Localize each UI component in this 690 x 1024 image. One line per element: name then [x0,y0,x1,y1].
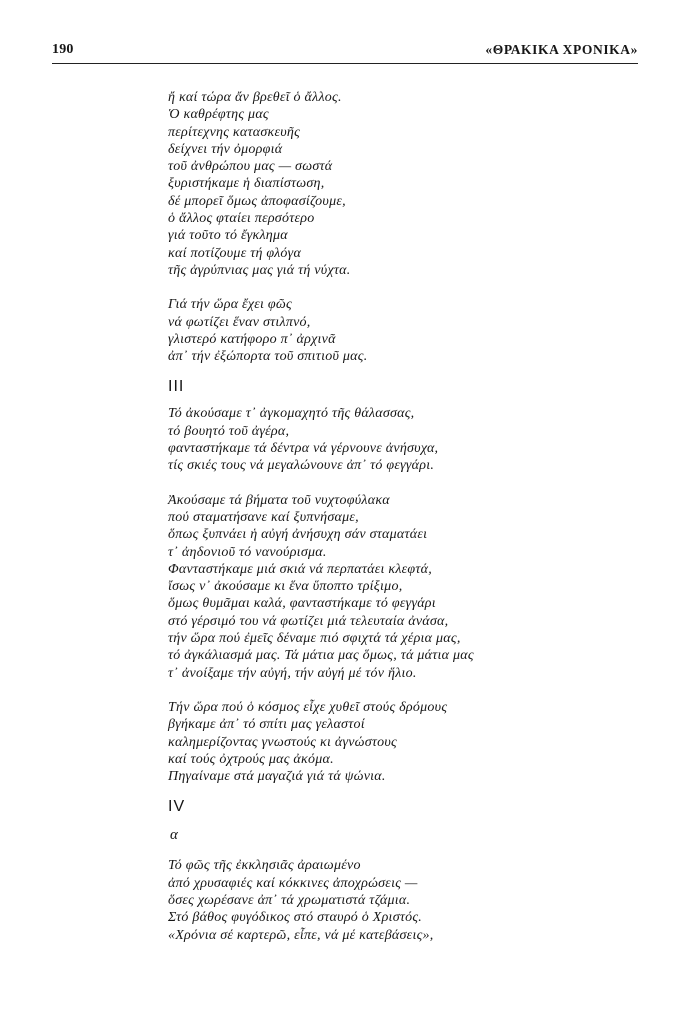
poem-line: στό γέρσιμό του νά φωτίζει μιά τελευταία ἀνάσα, [168,613,449,629]
section-number-iv: IV [168,798,186,816]
stanza-gap [168,682,628,699]
subsection-alpha: α [170,827,178,844]
poem-line: ὁ ἄλλος φταίει περσότερο [168,211,315,227]
poem-line: ξυριστήκαμε ἡ διαπίστωση, [168,176,325,192]
stanza-4 [168,492,628,682]
poem-line: «Χρόνια σέ καρτερῶ, εἶπε, νά μέ κατεβάσεις», [168,927,434,943]
running-title: «ΘΡΑΚΙΚΑ ΧΡΟΝΙΚΑ» [485,42,638,57]
stanza-gap [168,279,628,296]
poem-line: γιά τοῦτο τό ἔγκλημα [168,228,288,244]
poem-line: καί τούς ὀχτρούς μας ἀκόμα. [168,751,334,767]
stanza-5 [168,699,628,785]
poem-line: ὅπως ξυπνάει ἡ αὐγή ἀνήσυχη σάν σταματάει [168,527,428,543]
poem-line: ὅμως θυμᾶμαι καλά, φανταστήκαμε τό φεγγάρι [168,596,436,612]
poem-line: τ᾿ ἀνοίξαμε τήν αὐγή, τήν αὐγή μέ τόν ἥλιο. [168,665,417,681]
poem-line: γλιστερό κατήφορο π᾿ ἀρχινᾶ [168,331,336,347]
poem-line: ἤ καί τώρα ἄν βρεθεῖ ὁ ἄλλος. [168,90,342,105]
poem-line: τό βουητό τοῦ ἀγέρα, [168,423,290,439]
poem-line: ὅσες χωρέσανε ἀπ᾿ τά χρωματιστά τζάμια. [168,892,411,908]
poem-line: Τό ἀκούσαμε τ᾿ ἀγκομαχητό τῆς θάλασσας, [168,406,415,422]
poem-line: βγήκαμε ἀπ᾿ τό σπίτι μας γελαστοί [168,717,365,733]
poem-line: τ᾿ ἀηδονιοῦ τό νανούρισμα. [168,544,327,560]
stanza-6 [168,857,628,943]
poem-line: τῆς ἀγρύπνιας μας γιά τή νύχτα. [168,262,351,278]
poem-line: τοῦ ἀνθρώπου μας — σωστά [168,159,333,175]
section-number-iii: III [168,378,185,396]
stanza-gap [168,475,628,492]
poem-line: περίτεχνης κατασκευῆς [168,124,301,140]
poem-line: δείχνει τήν ὀμορφιά [168,141,283,157]
poem-line: Ἀκούσαμε τά βήματα τοῦ νυχτοφύλακα [168,492,390,508]
poem-line: Πηγαίναμε στά μαγαζιά γιά τά ψώνια. [168,769,386,785]
poem-line: φανταστήκαμε τά δέντρα νά γέρνουνε ἀνήσυχα, [168,441,439,457]
poem-line: Ὁ καθρέφτης μας [168,107,269,123]
poem-line: πού σταματήσανε καί ξυπνήσαμε, [168,509,359,525]
poem-line: Τήν ὥρα πού ὁ κόσμος εἶχε χυθεῖ στούς δρόμους [168,699,448,715]
poem-line: τίς σκιές τους νά μεγαλώνουνε ἀπ᾿ τό φεγγάρι. [168,458,435,474]
poem-line: καλημερίζοντας γνωστούς κι ἀγνώστους [168,734,397,750]
stanza-3 [168,405,628,474]
page-number: 190 [52,42,74,57]
poem-line: δέ μπορεῖ ὅμως ἀποφασίζουμε, [168,193,346,209]
poem-line: ἀπ᾿ τήν ἐξώπορτα τοῦ σπιτιοῦ μας. [168,349,368,365]
poem-line: Γιά τήν ὥρα ἔχει φῶς [168,297,292,313]
poem-line: τό ἀγκάλιασμά μας. Τά μάτια μας ὅμως, τά μάτια μας [168,648,474,664]
poem-line: ἀπό χρυσαφιές καί κόκκινες ἀποχρώσεις — [168,875,418,891]
poem-line: Στό βάθος φυγόδικος στό σταυρό ὁ Χριστός. [168,910,423,926]
stanza-2 [168,296,628,365]
poem-text [168,89,628,944]
poem-line: ἴσως ν᾿ ἀκούσαμε κι ἕνα ὕποπτο τρίξιμο, [168,579,403,595]
poem-line: Φανταστήκαμε μιά σκιά νά περπατάει κλεφτά, [168,561,433,577]
poem-line: Τό φῶς τῆς ἐκκλησιᾶς ἀραιωμένο [168,858,361,874]
poem-line: νά φωτίζει ἕναν στιλπνό, [168,314,311,330]
stanza-1 [168,89,628,279]
poem-line: τήν ὥρα πού ἐμεῖς δέναμε πιό σφιχτά τά χέρια μας, [168,631,461,647]
page-header [52,42,638,62]
header-rule [52,63,638,64]
poem-line: καί ποτίζουμε τή φλόγα [168,245,302,261]
